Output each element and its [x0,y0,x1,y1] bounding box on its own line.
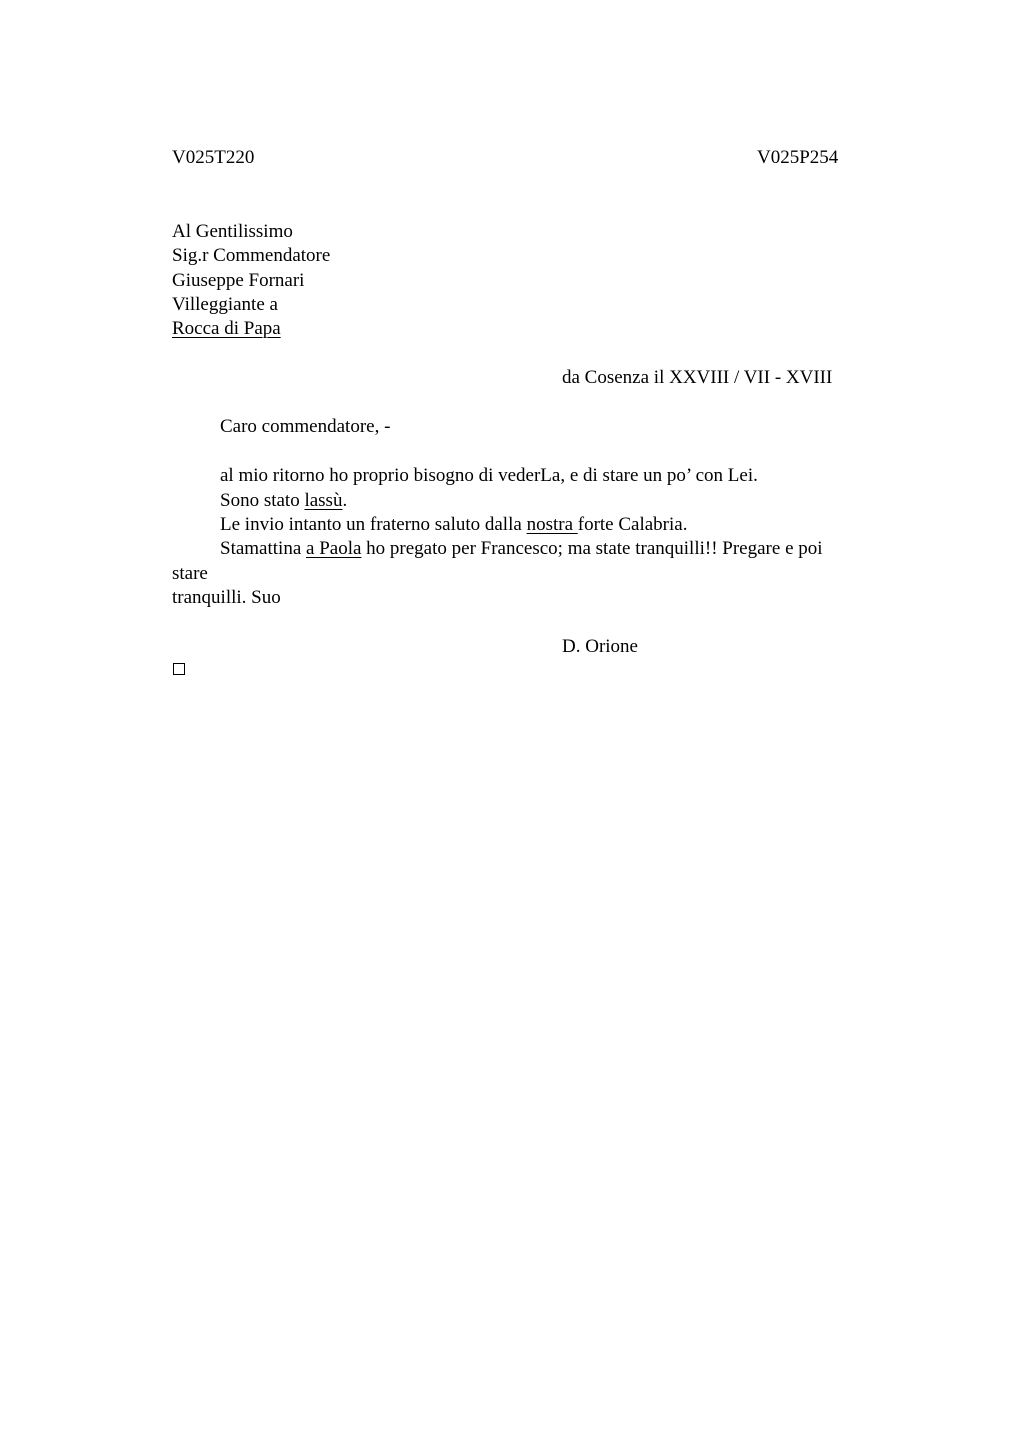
body-line-2-post: . [342,490,348,511]
salutation: Caro commendatore, - [220,416,391,437]
address-line-3: Giuseppe Fornari [172,270,305,291]
body-line-1: al mio ritorno ho proprio bisogno di vederLa, e di stare un po’ con Lei. [220,465,758,486]
body-line-4-pre: Stamattina [220,538,307,559]
address-line-1: Al Gentilissimo [172,221,293,242]
body-line-2 [220,489,347,513]
body-line-2-pre: Sono stato [220,490,305,511]
body-line-3 [220,513,687,537]
body-line-3-underlined: nostra [526,514,578,535]
body-line-5: tranquilli. Suo [172,587,281,608]
body-line-4-post: ho pregato per Francesco; ma state tranquilli!! Pregare e poi [361,538,823,559]
body-line-2-underlined: lassù [304,490,343,511]
body-line-4 [220,537,823,561]
body-line-3-pre: Le invio intanto un fraterno saluto dalla [220,514,527,535]
date-line: da Cosenza il XXVIII / VII - XVIII [562,367,833,388]
signature: D. Orione [562,636,638,657]
address-line-2: Sig.r Commendatore [172,245,331,266]
empty-box-icon [173,663,185,675]
body-line-4-wrap: stare [172,563,208,584]
body-line-3-post: forte Calabria. [577,514,688,535]
address-line-4: Villeggiante a [172,294,278,315]
address-line-5: Rocca di Papa [172,318,281,339]
body-line-4-underlined: a Paola [306,538,362,559]
document-code-right: V025P254 [757,147,839,168]
document-code-left: V025T220 [172,147,255,168]
